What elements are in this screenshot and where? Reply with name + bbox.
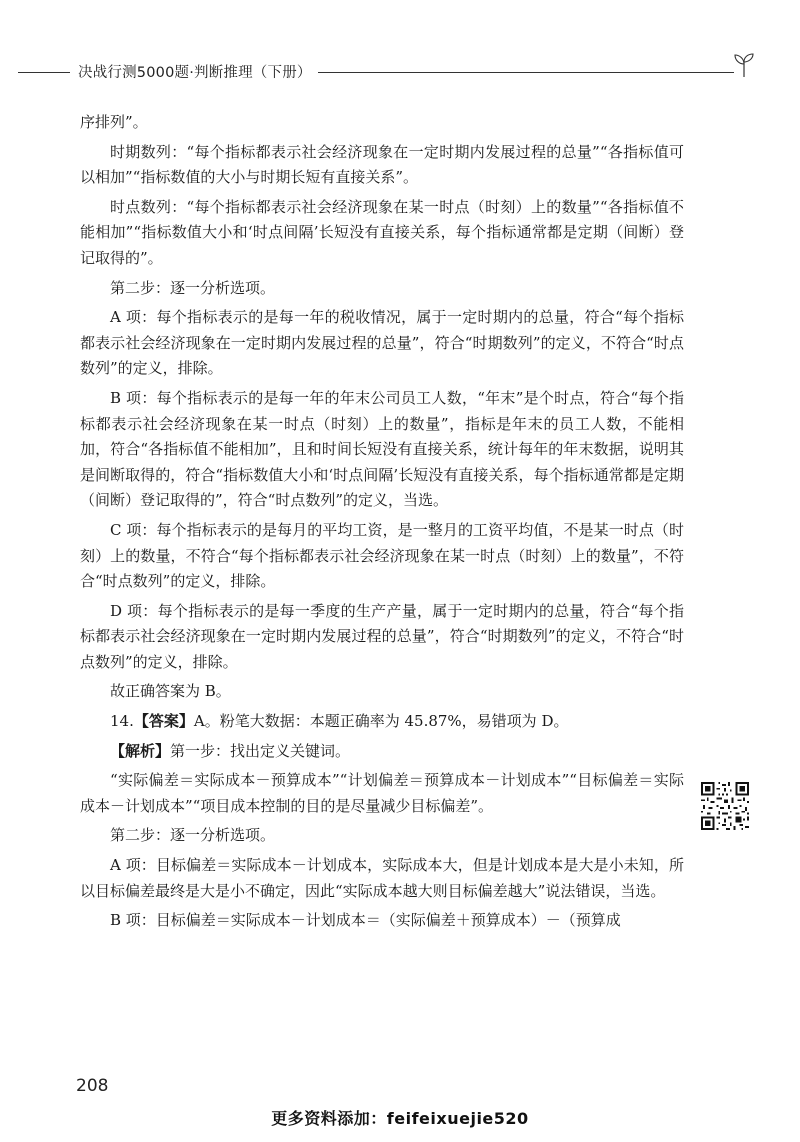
sprout-icon (733, 52, 755, 78)
paragraph: 第二步：逐一分析选项。 (110, 826, 276, 845)
running-header (0, 58, 800, 88)
paragraph: A 项：每个指标表示的是每一年的税收情况，属于一定时期内的总量，符合“每个指标都表示社会经济现象在一定时期内发展过程的总量”，符合“时期数列”的定义，不符合“时点数列”的定义，排除。 (80, 308, 684, 378)
paragraph: 第二步：逐一分析选项。 (110, 278, 276, 297)
watermark-text: 更多资料添加：feifeixuejie520 (271, 1109, 529, 1128)
answer-text: A。粉笔大数据：本题正确率为 45.87%，易错项为 D。 (193, 712, 569, 731)
paragraph: D 项：每个指标表示的是每一季度的生产产量，属于一定时期内的总量，符合“每个指标都表示社会经济现象在一定时期内发展过程的总量”，符合“时期数列”的定义，不符合“时点数列”的定义，排除。 (80, 601, 684, 671)
paragraph: C 项：每个指标表示的是每月的平均工资，是一整月的工资平均值，不是某一时点（时刻）上的数量，不符合“每个指标都表示社会经济现象在某一时点（时刻）上的数量”，不符合“时点数列”的定义，排除。 (80, 520, 684, 591)
analysis-text: 第一步：找出定义关键词。 (170, 741, 351, 760)
paragraph: 时点数列：“每个指标都表示社会经济现象在某一时点（时刻）上的数量”“各指标值不能相加”“指标数值大小和‘时点间隔’长短没有直接关系，每个指标通常都是定期（间断）登记取得的”。 (80, 197, 684, 267)
analysis-label: 【解析】 (110, 741, 171, 760)
paragraph: B 项：目标偏差＝实际成本－计划成本＝（实际偏差＋预算成本）－（预算成 (110, 911, 621, 930)
question-number: 14. (110, 712, 134, 731)
answer-label: 【答案】 (133, 712, 194, 731)
paragraph: A 项：目标偏差＝实际成本－计划成本，实际成本大，但是计划成本是大是小未知，所以目标偏差最终是大是小不确定，因此“实际成本越大则目标偏差越大”说法错误，当选。 (80, 856, 684, 900)
answer-line (80, 709, 684, 735)
paragraph: 序排列”。 (80, 113, 148, 131)
header-title: 决战行测5000题·判断推理（下册） (78, 65, 312, 81)
header-rule-left (18, 72, 70, 73)
paragraph: 时期数列：“每个指标都表示社会经济现象在一定时期内发展过程的总量”“各指标值可以相加”“指标数值的大小与时期长短有直接关系”。 (80, 142, 684, 187)
page-number: 208 (76, 1076, 109, 1096)
header-rule-right (318, 72, 734, 73)
paragraph: “实际偏差＝实际成本－预算成本”“计划偏差＝预算成本－计划成本”“目标偏差＝实际成本－计划成本”“项目成本控制的目的是尽量减少目标偏差”。 (80, 771, 684, 815)
page-body (80, 110, 684, 938)
analysis-line (80, 739, 684, 765)
paragraph: B 项：每个指标表示的是每一年的年末公司员工人数，“年末”是个时点，符合“每个指标都表示社会经济现象在某一时点（时刻）上的数量”，指标是年末的员工人数，不能相加，符合“各指标值不能相加”，且和时间长短没有直接关系，统计每年的年末数据，说明其是间断取得的，符合“指标数值大小和‘时点间隔’长短没有直接关系，每个指标通常都是定期（间断）登记取得的”，符合“时点数列”的定义，当选。 (80, 388, 684, 510)
qr-code (701, 782, 749, 830)
paragraph: 故正确答案为 B。 (110, 682, 231, 701)
